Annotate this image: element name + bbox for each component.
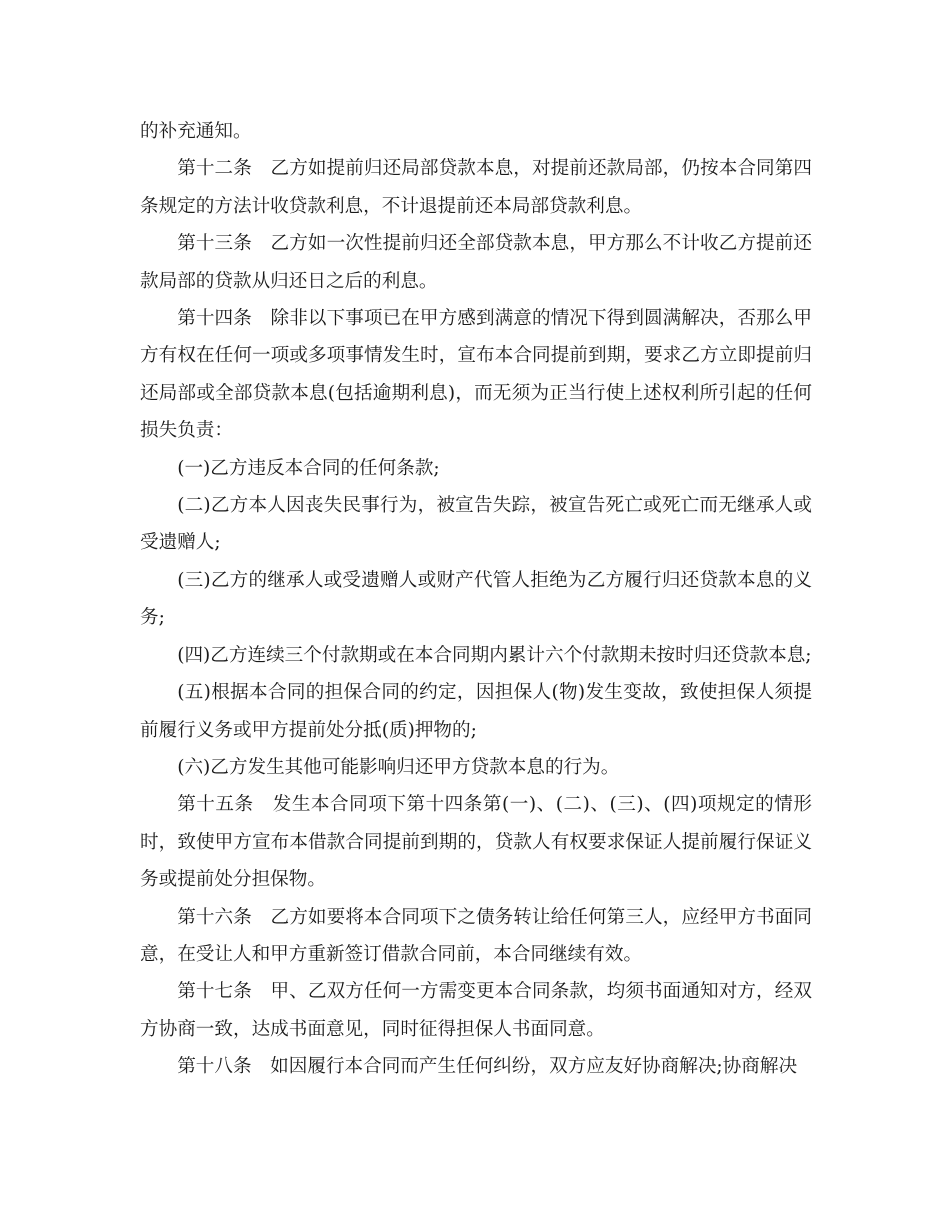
paragraph-article-16: 第十六条 乙方如要将本合同项下之债务转让给任何第三人，应经甲方书面同意，在受让人和甲方重新签订借款合同前，本合同继续有效。 bbox=[140, 906, 812, 965]
list-item-6: (六)乙方发生其他可能影响归还甲方贷款本息的行为。 bbox=[177, 756, 620, 778]
list-item-1: (一)乙方违反本合同的任何条款; bbox=[177, 457, 440, 479]
paragraph-article-15: 第十五条 发生本合同项下第十四条第(一)、(二)、(三)、(四)项规定的情形时，致使甲方宣布本借款合同提前到期的，贷款人有权要求保证人提前履行保证义务或提前处分担保物。 bbox=[140, 794, 812, 891]
paragraph-article-13: 第十三条 乙方如一次性提前归还全部贷款本息，甲方那么不计收乙方提前还款局部的贷款从归还日之后的利息。 bbox=[140, 233, 812, 292]
list-item-5: (五)根据本合同的担保合同的约定，因担保人(物)发生变故，致使担保人须提前履行义务或甲方提前处分抵(质)押物的; bbox=[140, 682, 812, 741]
paragraph-article-14: 第十四条 除非以下事项已在甲方感到满意的情况下得到圆满解决，否那么甲方有权在任何一项或多项事情发生时，宣布本合同提前到期，要求乙方立即提前归还局部或全部贷款本息(包括逾期利息)，而无须为正当行使上述权利所引起的任何损失负责： bbox=[140, 308, 812, 442]
list-item-4: (四)乙方连续三个付款期或在本合同期内累计六个付款期未按时归还贷款本息; bbox=[177, 644, 812, 666]
list-item-2: (二)乙方本人因丧失民事行为，被宣告失踪，被宣告死亡或死亡而无继承人或受遗赠人; bbox=[140, 495, 812, 554]
contract-body bbox=[140, 113, 812, 1086]
paragraph-article-12: 第十二条 乙方如提前归还局部贷款本息，对提前还款局部，仍按本合同第四条规定的方法计收贷款利息，不计退提前还本局部贷款利息。 bbox=[140, 158, 812, 217]
paragraph-continuation: 的补充通知。 bbox=[140, 121, 252, 142]
list-item-3: (三)乙方的继承人或受遗赠人或财产代管人拒绝为乙方履行归还贷款本息的义务; bbox=[140, 569, 812, 629]
paragraph-article-17: 第十七条 甲、乙双方任何一方需变更本合同条款，均须书面通知对方，经双方协商一致，达成书面意见，同时征得担保人书面同意。 bbox=[140, 981, 812, 1040]
paragraph-article-18: 第十八条 如因履行本合同而产生任何纠纷，双方应友好协商解决;协商解决 bbox=[177, 1056, 798, 1078]
